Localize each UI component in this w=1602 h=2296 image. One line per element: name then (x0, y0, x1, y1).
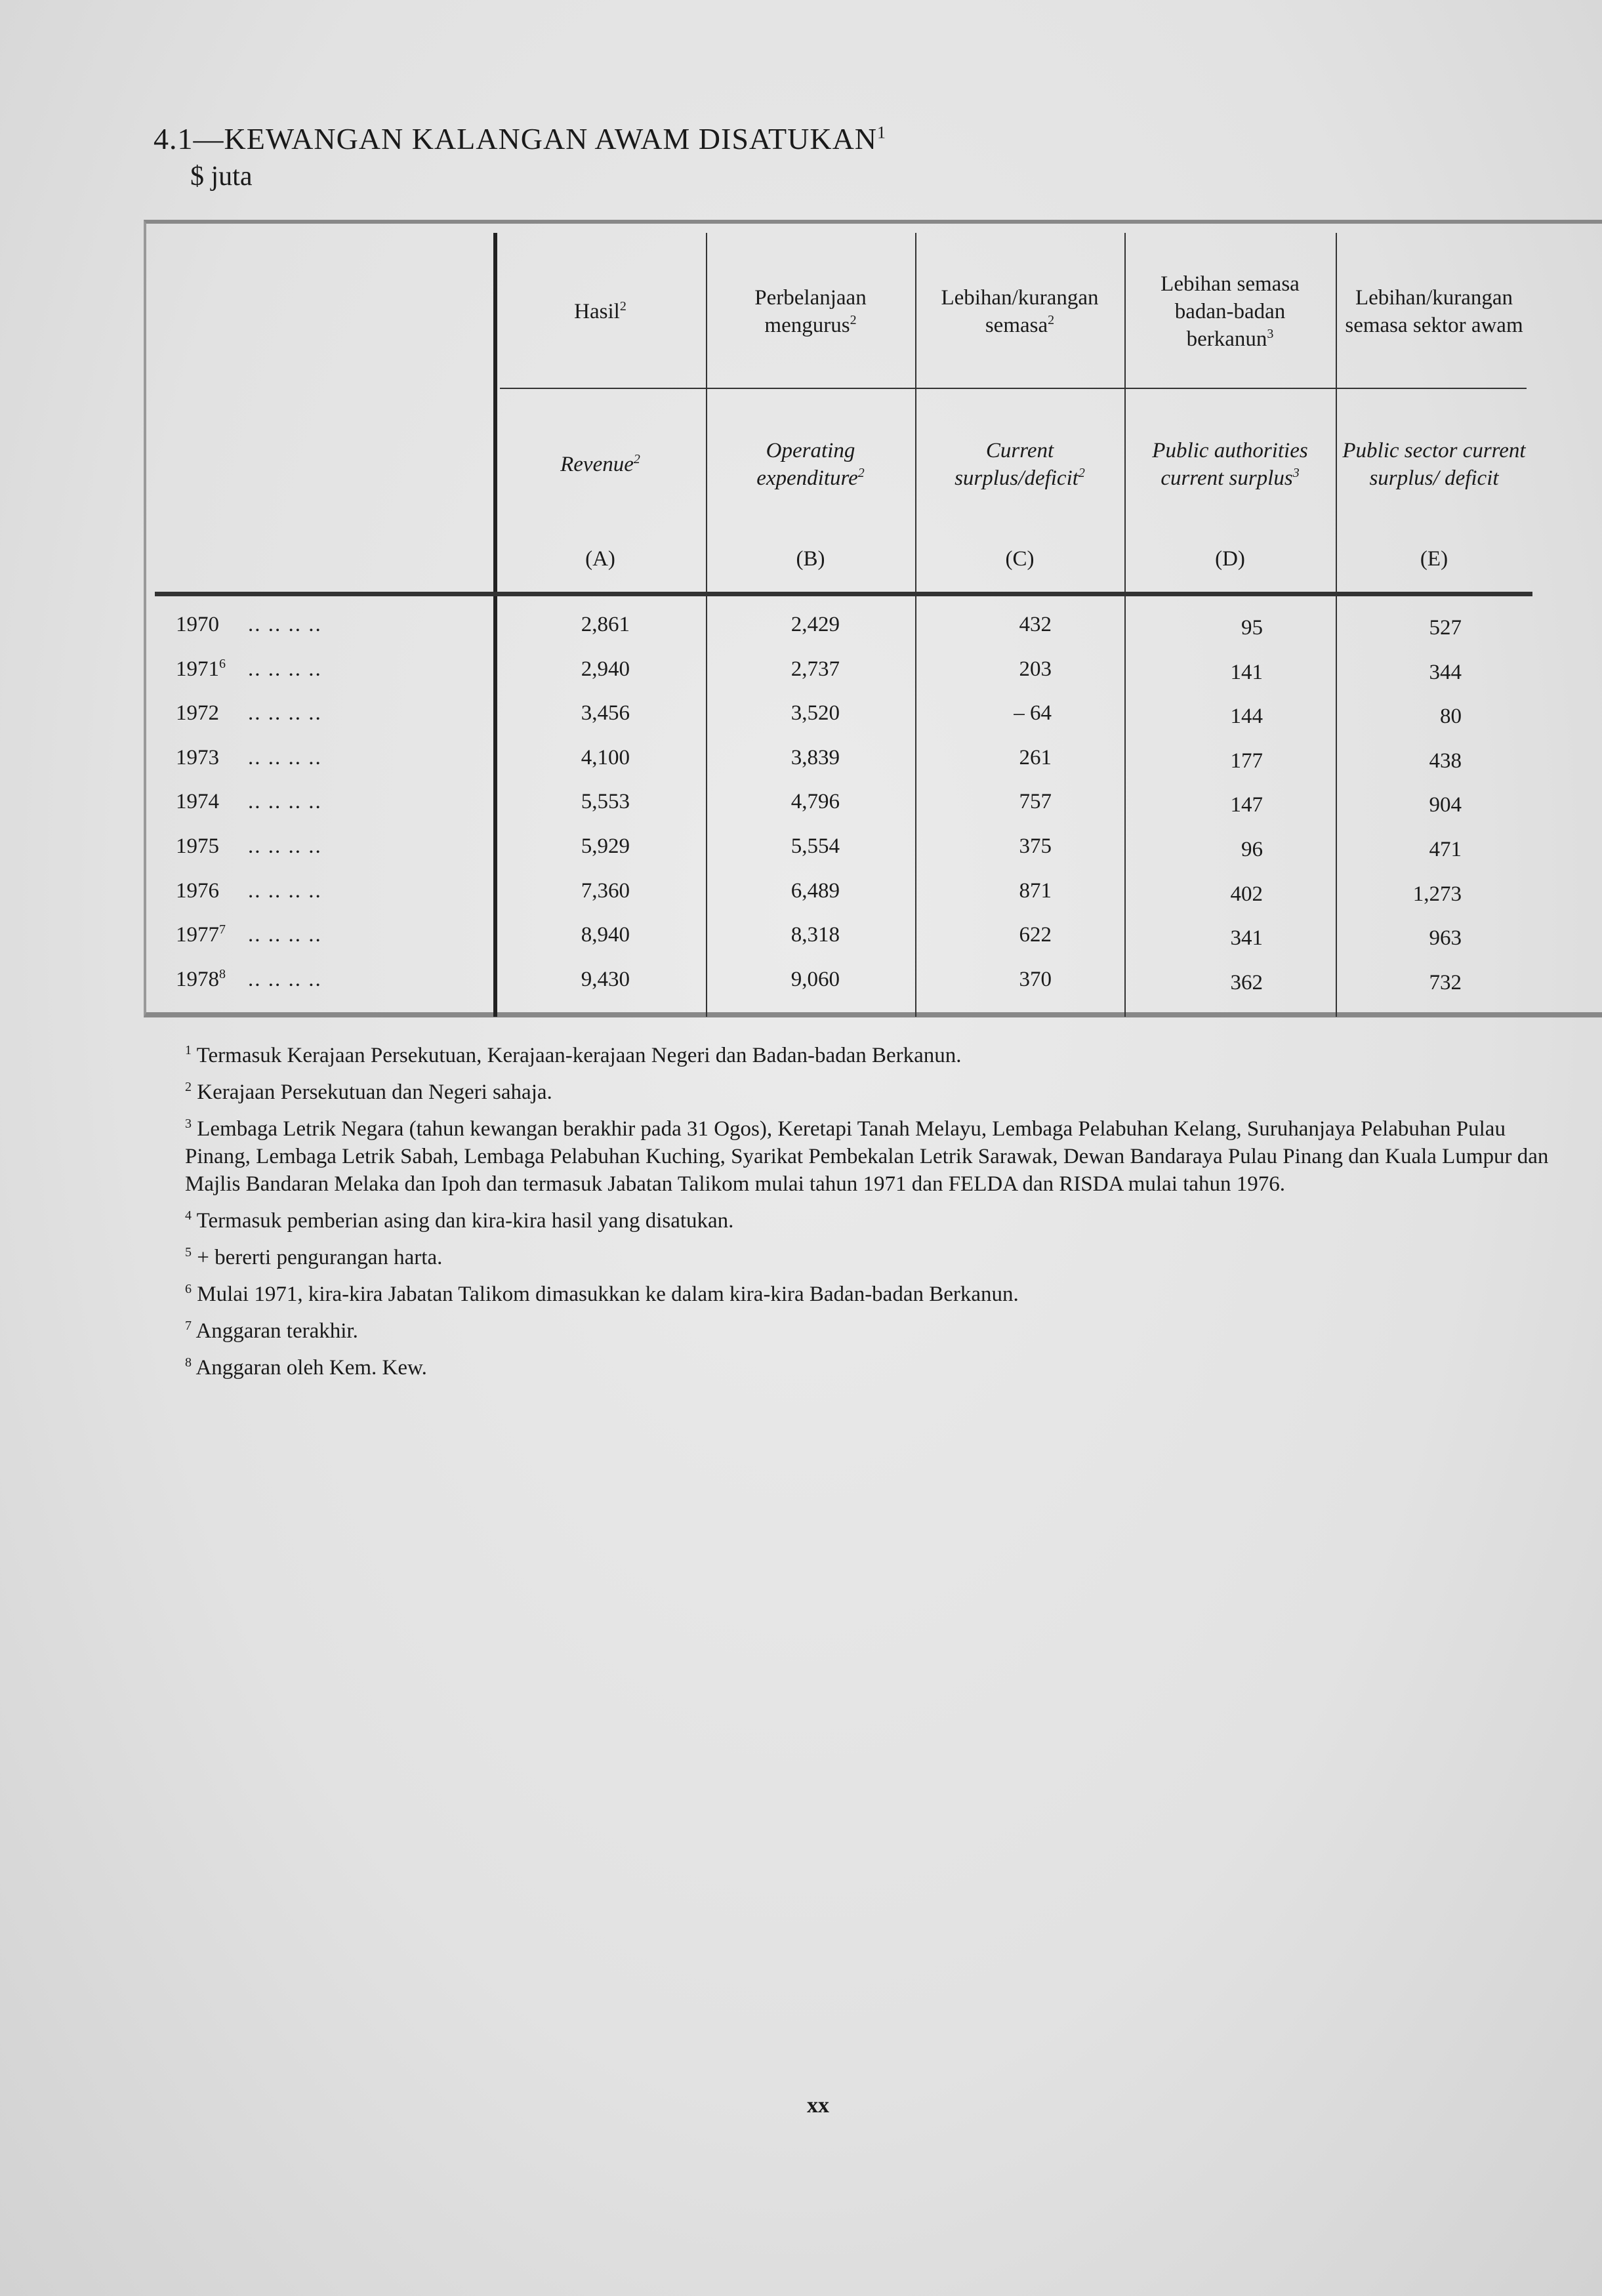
footnote-number: 1 (185, 1043, 192, 1057)
leader-dots: .. .. .. .. (248, 657, 322, 681)
column-header-malay (1130, 270, 1330, 353)
footnote (185, 1354, 1550, 1382)
row-year (176, 656, 226, 682)
table-cell: 7,360 (581, 878, 630, 903)
column-header-malay (574, 298, 626, 325)
table-cell: 9,430 (581, 967, 630, 991)
table-cell: 203 (1019, 657, 1052, 681)
footnote-ref: 3 (1292, 465, 1300, 480)
table-cell: 6,489 (791, 878, 840, 903)
unit-label: $ juta (190, 161, 253, 192)
stub-divider (493, 233, 497, 1017)
column-header-malay (711, 284, 910, 339)
column-header-english (920, 437, 1119, 492)
table-cell: 904 (1429, 793, 1462, 817)
header-malay-text: Perbelanjaan mengurus (754, 286, 867, 337)
table-cell: 96 (1241, 838, 1263, 861)
column-header-english-box (1130, 397, 1330, 531)
header-malay-text: Hasil (574, 300, 620, 323)
footnote-number: 6 (185, 1282, 192, 1296)
column-header-english-box (1341, 397, 1527, 531)
footnote-ref: 8 (219, 966, 226, 981)
year-text: 1974 (176, 790, 219, 814)
column-letter: (E) (1420, 547, 1448, 571)
table-cell: 732 (1429, 970, 1462, 994)
row-year (176, 833, 219, 859)
table-cell: 344 (1429, 660, 1462, 684)
row-year (176, 745, 219, 771)
table-title (154, 121, 886, 157)
title-footnote-ref: 1 (877, 123, 887, 142)
table-cell: 871 (1019, 878, 1052, 903)
footnote (185, 1042, 1550, 1069)
row-year (176, 966, 226, 993)
column-header-english (1130, 437, 1330, 492)
row-year (176, 700, 219, 726)
year-text: 1972 (176, 701, 219, 726)
table-cell: 471 (1429, 838, 1462, 861)
column-divider (915, 233, 916, 1017)
footnote (185, 1078, 1550, 1106)
header-bottom-rule (155, 592, 1532, 596)
leader-dots: .. .. .. .. (248, 613, 322, 636)
header-english-text: Revenue (560, 452, 634, 476)
table-cell: 2,940 (581, 657, 630, 681)
table-cell: 622 (1019, 923, 1052, 947)
footnote-ref: 2 (857, 465, 865, 480)
row-year (176, 878, 219, 904)
column-header-malay-box (920, 243, 1119, 380)
table-cell: 527 (1429, 616, 1462, 640)
footnote-ref: 2 (1078, 465, 1085, 480)
table-cell: 261 (1019, 745, 1052, 769)
table-cell: 144 (1230, 705, 1263, 729)
table-cell: 141 (1230, 660, 1263, 684)
table-cell: 3,839 (791, 745, 840, 769)
column-header-english-box (920, 397, 1119, 531)
column-header-english (1341, 437, 1527, 492)
footnote-text: Lembaga Letrik Negara (tahun kewangan berakhir pada 31 Ogos), Keretapi Tanah Melayu, Lembaga Pelabuhan Kelang, Suruhanjaya Pelabuhan Pulau Pinang, Lembaga Letrik Sabah, Lembaga Pelabuhan Kuching, Syarikat Pembekalan Letrik Sarawak, Dewan Bandaraya Pulau Pinang dan Kuala Lumpur dan Majlis Bandaran Melaka dan Ipoh dan termasuk Jabatan Talikom mulai tahun 1971 dan FELDA dan RISDA mulai tahun 1976. (185, 1117, 1549, 1196)
column-header-english-box (500, 397, 701, 531)
table-cell: 341 (1230, 926, 1263, 951)
leader-dots: .. .. .. .. (248, 745, 322, 769)
footnotes (185, 1042, 1550, 1391)
year-text: 1971 (176, 657, 219, 681)
footnote-text: + bererti pengurangan harta. (197, 1246, 443, 1269)
table-cell: 3,520 (791, 701, 840, 726)
leader-dots: .. .. .. .. (248, 967, 322, 991)
table-cell: 4,796 (791, 790, 840, 814)
header-english-text: Public authorities current surplus (1152, 438, 1308, 490)
footnote-number: 4 (185, 1208, 192, 1223)
leader-dots: .. .. .. .. (248, 878, 322, 903)
year-text: 1978 (176, 967, 219, 991)
table-cell: 5,929 (581, 834, 630, 858)
column-divider (1124, 233, 1126, 1017)
footnote-ref: 7 (219, 922, 226, 937)
header-divider (500, 388, 1527, 389)
table-cell: 375 (1019, 834, 1052, 858)
footnote-number: 7 (185, 1319, 192, 1333)
table-cell: 370 (1019, 967, 1052, 991)
footnote-ref: 2 (1048, 313, 1055, 327)
table-cell: 2,429 (791, 613, 840, 636)
footnote (185, 1244, 1550, 1271)
table-cell: 9,060 (791, 967, 840, 991)
table-cell: 438 (1429, 748, 1462, 773)
footnote-ref: 2 (619, 299, 626, 314)
row-year (176, 611, 219, 638)
column-header-malay (1341, 284, 1527, 339)
column-letter-box (1341, 539, 1527, 579)
column-letter-box (711, 539, 910, 579)
row-year (176, 789, 219, 815)
header-english-text: Operating expenditure (756, 438, 858, 490)
leader-dots: .. .. .. .. (248, 834, 322, 858)
footnote-number: 8 (185, 1355, 192, 1370)
table-cell: 5,553 (581, 790, 630, 814)
column-header-malay (920, 284, 1119, 339)
table-cell: 177 (1230, 748, 1263, 773)
table-cell: 8,940 (581, 923, 630, 947)
year-text: 1975 (176, 834, 219, 858)
column-header-malay-box (1130, 243, 1330, 380)
footnote-ref: 2 (633, 451, 640, 466)
leader-dots: .. .. .. .. (248, 790, 322, 814)
table-cell: 80 (1440, 705, 1462, 729)
footnote-ref: 2 (850, 313, 857, 327)
footnote-text: Anggaran oleh Kem. Kew. (195, 1356, 427, 1380)
footnote-text: Mulai 1971, kira-kira Jabatan Talikom dimasukkan ke dalam kira-kira Badan-badan Berkanun. (197, 1282, 1019, 1306)
footnote-number: 5 (185, 1245, 192, 1260)
table-cell: 4,100 (581, 745, 630, 769)
year-text: 1970 (176, 613, 219, 636)
table-cell: 963 (1429, 926, 1462, 951)
table-cell: 2,737 (791, 657, 840, 681)
header-malay-text: Lebihan/kurangan semasa (941, 286, 1099, 337)
footnote-number: 3 (185, 1117, 192, 1131)
column-letter-box (1130, 539, 1330, 579)
column-letter: (C) (1005, 547, 1035, 571)
column-header-english-box (711, 397, 910, 531)
footnote-ref: 3 (1267, 327, 1274, 341)
footnote (185, 1317, 1550, 1345)
leader-dots: .. .. .. .. (248, 923, 322, 947)
title-text: 4.1—KEWANGAN KALANGAN AWAM DISATUKAN (154, 122, 878, 155)
footnote-text: Termasuk Kerajaan Persekutuan, Kerajaan-kerajaan Negeri dan Badan-badan Berkanun. (196, 1044, 962, 1067)
year-text: 1977 (176, 923, 219, 947)
table-cell: 5,554 (791, 834, 840, 858)
header-english-text: Current surplus/deficit (955, 438, 1078, 490)
column-letter-box (920, 539, 1119, 579)
table-cell: 402 (1230, 882, 1263, 906)
table-cell: 3,456 (581, 701, 630, 726)
row-year (176, 922, 226, 948)
header-malay-text: Lebihan/kurangan semasa sektor awam (1345, 286, 1523, 337)
footnote-text: Kerajaan Persekutuan dan Negeri sahaja. (197, 1080, 552, 1104)
column-letter: (D) (1215, 547, 1245, 571)
leader-dots: .. .. .. .. (248, 701, 322, 726)
column-letter: (B) (796, 547, 825, 571)
header-malay-text: Lebihan semasa badan-badan berkanun (1160, 272, 1300, 351)
table-cell: 2,861 (581, 613, 630, 636)
page-number: xx (807, 2093, 829, 2118)
column-header-english (560, 451, 640, 478)
column-letter: (A) (585, 547, 615, 571)
header-english-text: Public sector current surplus/ deficit (1342, 438, 1526, 490)
footnote (185, 1115, 1550, 1198)
table-cell: 147 (1230, 793, 1263, 817)
table-cell: 362 (1230, 970, 1263, 994)
table-cell: – 64 (1014, 701, 1052, 726)
table-cell: 757 (1019, 790, 1052, 814)
footnote (185, 1207, 1550, 1235)
footnote-text: Anggaran terakhir. (195, 1319, 358, 1343)
table-cell: 1,273 (1412, 882, 1462, 906)
column-letter-box (500, 539, 701, 579)
footnote (185, 1281, 1550, 1308)
table-cell: 8,318 (791, 923, 840, 947)
column-header-english (711, 437, 910, 492)
table-cell: 95 (1241, 616, 1263, 640)
year-text: 1973 (176, 745, 219, 769)
column-header-malay-box (711, 243, 910, 380)
column-header-malay-box (500, 243, 701, 380)
column-divider (706, 233, 707, 1017)
year-text: 1976 (176, 878, 219, 903)
footnote-text: Termasuk pemberian asing dan kira-kira hasil yang disatukan. (196, 1209, 734, 1233)
table-cell: 432 (1019, 613, 1052, 636)
footnote-ref: 6 (219, 656, 226, 671)
footnote-number: 2 (185, 1080, 192, 1094)
column-header-malay-box (1341, 243, 1527, 380)
